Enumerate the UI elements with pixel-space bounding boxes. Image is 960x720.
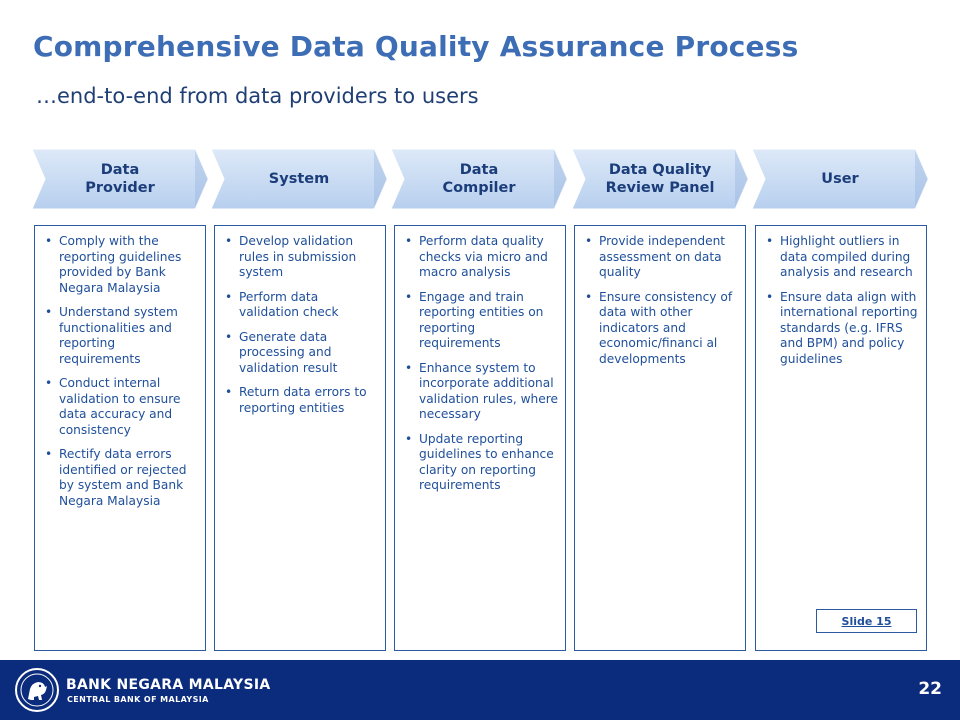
stage-chevron-system <box>210 148 388 210</box>
bullet-item: • Return data errors to reporting entities <box>225 385 379 416</box>
stage-chevron-review-panel <box>571 148 749 210</box>
bullet-item: • Ensure data align with international reporting standards (e.g. IFRS and BPM) and policy guidelines <box>766 290 920 368</box>
bullet-item: • Comply with the reporting guidelines provided by Bank Negara Malaysia <box>45 234 199 296</box>
stage-chevron-user <box>751 148 929 210</box>
bullet-list <box>225 234 379 416</box>
bullet-item: • Provide independent assessment on data quality <box>585 234 739 281</box>
stage-label: Data Compiler <box>442 162 516 196</box>
stage-panel-system <box>214 225 386 651</box>
stage-label: System <box>268 171 330 187</box>
bullet-item: • Conduct internal validation to ensure data accuracy and consistency <box>45 376 199 438</box>
stage-panel-review-panel <box>574 225 746 651</box>
stage-label: User <box>821 171 859 187</box>
stage-label: Data Quality Review Panel <box>605 162 715 196</box>
page-subtitle: …end-to-end from data providers to users <box>36 84 479 108</box>
bullet-item: • Engage and train reporting entities on reporting requirements <box>405 290 559 352</box>
bullet-item: • Perform data validation check <box>225 290 379 321</box>
bank-subtitle: CENTRAL BANK OF MALAYSIA <box>67 695 209 704</box>
bullet-item: • Perform data quality checks via micro and macro analysis <box>405 234 559 281</box>
bullet-item: • Understand system functionalities and reporting requirements <box>45 305 199 367</box>
slide-15-link[interactable]: Slide 15 <box>816 609 917 633</box>
stage-chevron-data-compiler <box>390 148 568 210</box>
bullet-list <box>585 234 739 367</box>
bullet-item: • Develop validation rules in submission system <box>225 234 379 281</box>
page-title: Comprehensive Data Quality Assurance Process <box>33 30 799 63</box>
stage-panel-data-provider <box>34 225 206 651</box>
bullet-item: • Enhance system to incorporate additional validation rules, where necessary <box>405 361 559 423</box>
stage-panel-user <box>755 225 927 651</box>
stage-chevron-data-provider <box>31 148 209 210</box>
bullet-item: • Ensure consistency of data with other indicators and economic/financi al developments <box>585 290 739 368</box>
stage-panel-data-compiler <box>394 225 566 651</box>
bank-crest-logo-icon <box>14 667 60 713</box>
bank-name: BANK NEGARA MALAYSIA <box>66 677 271 693</box>
bullet-list <box>766 234 920 367</box>
footer-bar <box>0 660 960 720</box>
bullet-item: • Update reporting guidelines to enhance clarity on reporting requirements <box>405 432 559 494</box>
bullet-item: • Rectify data errors identified or rejected by system and Bank Negara Malaysia <box>45 447 199 509</box>
bullet-list <box>405 234 559 494</box>
bullet-list <box>45 234 199 509</box>
bullet-item: • Highlight outliers in data compiled during analysis and research <box>766 234 920 281</box>
bullet-item: • Generate data processing and validation result <box>225 330 379 377</box>
stage-label: Data Provider <box>85 162 155 196</box>
page-number: 22 <box>918 679 942 699</box>
